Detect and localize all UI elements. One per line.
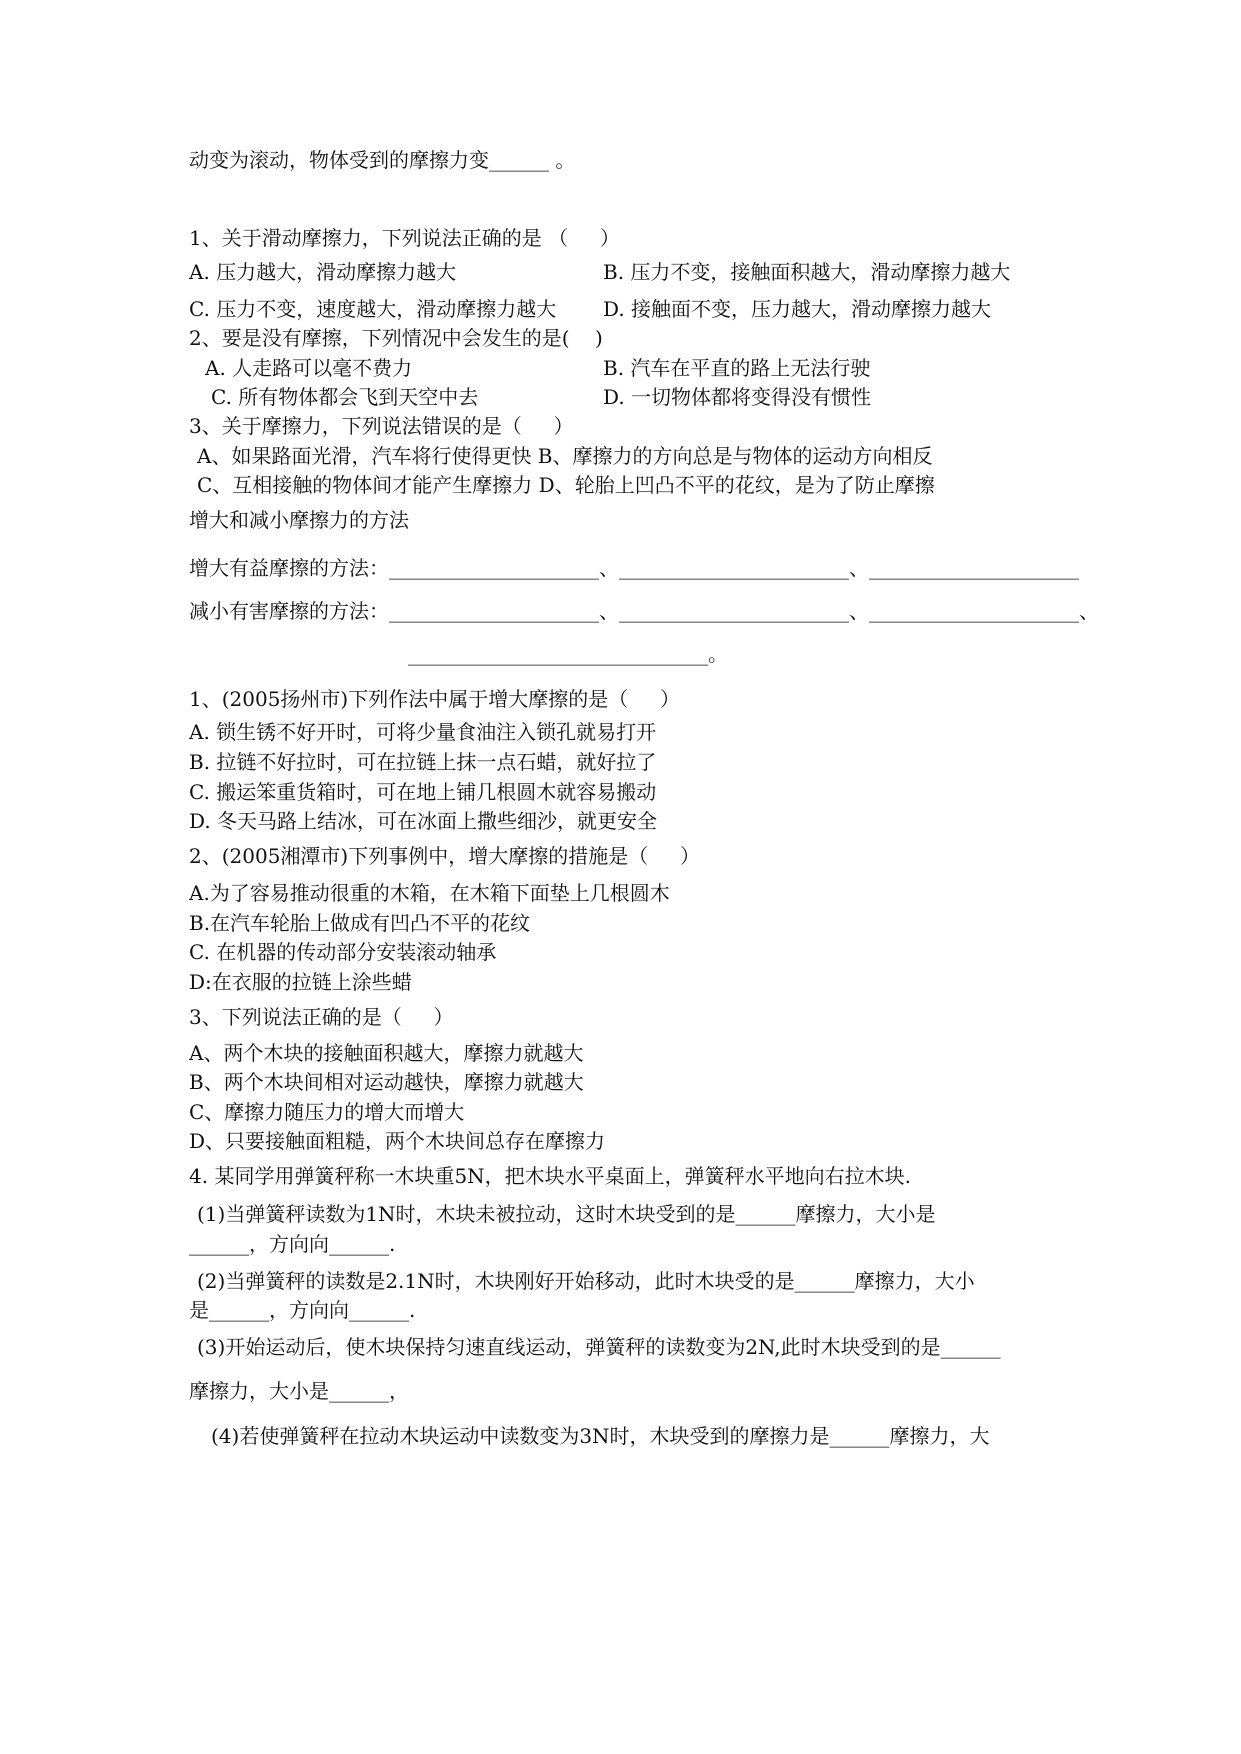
s2-q4-part4-line1: (4)若使弹簧秤在拉动木块运动中读数变为3N时，木块受到的摩擦力是______摩擦力，大 (211, 1424, 990, 1448)
s2-q2-option-b: B.在汽车轮胎上做成有凹凸不平的花纹 (189, 911, 531, 935)
q1-option-b: B. 压力不变，接触面积越大，滑动摩擦力越大 (603, 260, 1011, 284)
s2-q4-part3-line1: (3)开始运动后，使木块保持匀速直线运动，弹簧秤的读数变为2N,此时木块受到的是______ (197, 1335, 1001, 1359)
s2-q3-option-d: D、只要接触面粗糙，两个木块间总存在摩擦力 (189, 1129, 606, 1153)
s2-q1-option-c: C. 搬运笨重货箱时，可在地上铺几根圆木就容易搬动 (189, 780, 657, 804)
increase-friction-line: 增大有益摩擦的方法：_____________________、_______________________、_____________________ (189, 556, 1079, 580)
q1-option-a: A. 压力越大，滑动摩擦力越大 (189, 260, 457, 284)
s2-q3-option-a: A、两个木块的接触面积越大，摩擦力就越大 (189, 1041, 584, 1065)
s2-q3-stem: 3、下列说法正确的是（ ） (189, 1005, 454, 1029)
s2-q4-part2-line1: (2)当弹簧秤的读数是2.1N时，木块刚好开始移动，此时木块受的是______摩擦力，大小 (197, 1269, 975, 1293)
decrease-friction-continuation: ______________________________。 (408, 642, 728, 666)
q1-option-c: C. 压力不变，速度越大，滑动摩擦力越大 (189, 297, 557, 321)
decrease-friction-line: 减小有害摩擦的方法：_____________________、_______________________、_____________________、 (189, 599, 1099, 623)
s2-q2-stem: 2、(2005湘潭市)下列事例中，增大摩擦的措施是（ ） (189, 844, 701, 868)
q3-stem: 3、关于摩擦力，下列说法错误的是（ ） (189, 414, 574, 438)
s2-q1-option-d: D. 冬天马路上结冰，可在冰面上撒些细沙，就更安全 (189, 809, 658, 833)
q2-option-d: D. 一切物体都将变得没有惯性 (603, 385, 872, 409)
s2-q3-option-b: B、两个木块间相对运动越快，摩擦力就越大 (189, 1070, 584, 1094)
section-heading: 增大和减小摩擦力的方法 (189, 508, 409, 532)
q3-options-ab: A、如果路面光滑，汽车将行使得更快 B、摩擦力的方向总是与物体的运动方向相反 (197, 444, 933, 468)
q1-option-d: D. 接触面不变，压力越大，滑动摩擦力越大 (603, 297, 992, 321)
s2-q1-option-a: A. 锁生锈不好开时，可将少量食油注入锁孔就易打开 (189, 720, 657, 744)
s2-q1-stem: 1、(2005扬州市)下列作法中属于增大摩擦的是（ ） (189, 687, 681, 711)
q2-stem: 2、要是没有摩擦，下列情况中会发生的是( ) (189, 326, 603, 350)
s2-q2-option-c: C. 在机器的传动部分安装滚动轴承 (189, 940, 497, 964)
s2-q4-stem: 4. 某同学用弹簧秤称一木块重5N，把木块水平桌面上，弹簧秤水平地向右拉木块. (189, 1164, 912, 1188)
intro-line: 动变为滚动，物体受到的摩擦力变______ 。 (189, 148, 576, 172)
s2-q1-option-b: B. 拉链不好拉时，可在拉链上抹一点石蜡，就好拉了 (189, 750, 657, 774)
s2-q2-option-d: D:在衣服的拉链上涂些蜡 (189, 970, 412, 994)
s2-q4-part2-line2: 是______，方向向______. (189, 1298, 416, 1322)
q3-options-cd: C、互相接触的物体间才能产生摩擦力 D、轮胎上凹凸不平的花纹，是为了防止摩擦 (197, 473, 935, 497)
s2-q2-option-a: A.为了容易推动很重的木箱，在木箱下面垫上几根圆木 (189, 881, 670, 905)
s2-q3-option-c: C、摩擦力随压力的增大而增大 (189, 1100, 465, 1124)
q2-option-a: A. 人走路可以毫不费力 (205, 356, 413, 380)
q2-option-b: B. 汽车在平直的路上无法行驶 (603, 356, 871, 380)
q2-option-c: C. 所有物体都会飞到天空中去 (211, 385, 479, 409)
s2-q4-part3-line2: 摩擦力，大小是______， (189, 1379, 409, 1403)
s2-q4-part1-line1: (1)当弹簧秤读数为1N时，木块未被拉动，这时木块受到的是______摩擦力，大小是 (197, 1202, 936, 1226)
s2-q4-part1-line2: ______，方向向______. (189, 1232, 396, 1256)
q1-stem: 1、关于滑动摩擦力，下列说法正确的是 （ ） (189, 226, 620, 250)
